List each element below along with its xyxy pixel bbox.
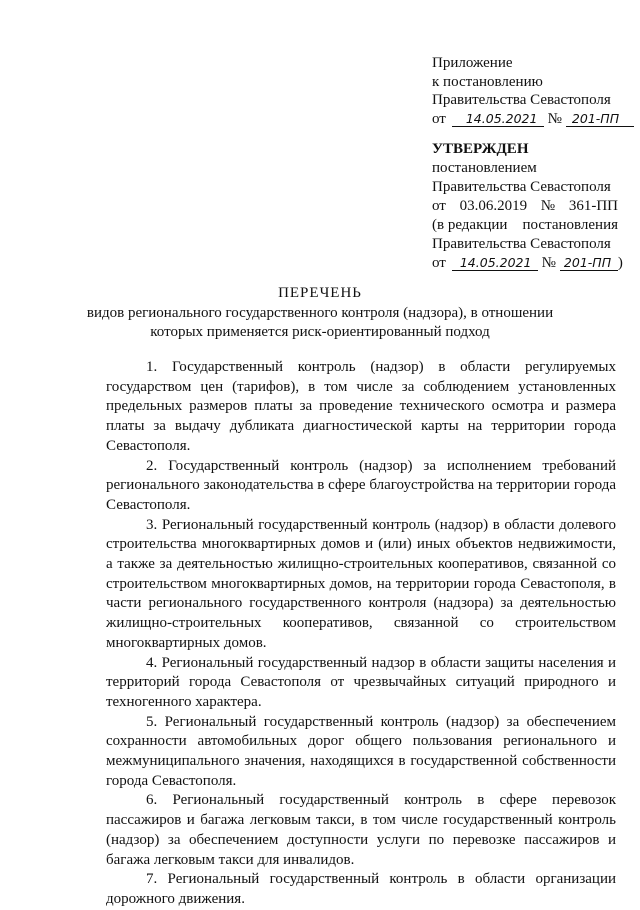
approved-number-handwritten: 201-ПП: [560, 255, 618, 271]
approved-original-ref: [432, 197, 618, 216]
approved-orig-num-sign: №: [540, 198, 556, 214]
approved-number-sign: №: [541, 255, 556, 271]
list-item: 1. Государственный контроль (надзор) в области регулируемых государством цен (тарифов), в том числе за соблюдением установленных предельных размеров платы за проведение технического осмотра и размера платы за выдачу дубликата диагностической карты на территории города Севастополя.: [106, 359, 616, 454]
list-item: 6. Региональный государственный контроль в сфере перевозок пассажиров и багажа легковым такси, в том числе государственный контроль (надзор) за обеспечением доступности услуги по перевозке пассажиров и багажа легковым такси для инвалидов.: [106, 792, 616, 868]
appendix-line-2: к постановлению: [432, 73, 543, 90]
approved-orig-number: 361-ПП: [568, 198, 618, 214]
appendix-block: [432, 54, 634, 128]
list-item: 2. Государственный контроль (надзор) за исполнением требований регионального законодательства в сфере благоустройства на территории города Севастополя.: [106, 457, 616, 513]
approved-edition-b: постановления: [522, 217, 618, 233]
approved-line-6: [432, 254, 623, 273]
approved-edition-a: (в редакции: [432, 217, 508, 233]
approved-line-1: постановлением: [432, 160, 537, 176]
approved-orig-date: 03.06.2019: [459, 198, 528, 214]
title-line-2: видов регионального государственного контроля (надзора), в отношении: [86, 304, 554, 321]
appendix-from-prefix: от: [432, 110, 446, 127]
approved-orig-from: от: [432, 198, 446, 214]
appendix-number-sign: №: [547, 110, 562, 127]
approved-date-handwritten: 14.05.2021: [452, 255, 538, 271]
list-item: 3. Региональный государственный контроль (надзор) в области долевого строительства многоквартирных домов и (или) иных объектов недвижимости, а также за деятельностью жилищно-строительных кооперативов, связанной со строительством многоквартирных домов, на территории города Севастополя, в части регионального государственного контроля (надзора) за деятельностью жилищно-строительных кооперативов, связанной со строительством многоквартирных домов.: [106, 516, 616, 651]
appendix-line-1: Приложение: [432, 55, 513, 71]
approved-close-paren: ): [617, 255, 623, 271]
title-line-3: которых применяется риск-ориентированный подход: [150, 324, 490, 340]
title-line-1: ПЕРЕЧЕНЬ: [278, 285, 362, 301]
approved-block: [432, 140, 623, 273]
appendix-line-3: Правительства Севастополя: [432, 92, 611, 108]
approved-heading: УТВЕРЖДЕН: [432, 141, 529, 157]
approved-line-5: Правительства Севастополя: [432, 236, 611, 252]
appendix-date-handwritten: 14.05.2021: [452, 111, 544, 127]
approved-from-prefix: от: [432, 255, 446, 271]
appendix-number-handwritten: 201-ПП: [566, 111, 634, 127]
approved-edition-line: [432, 216, 618, 235]
appendix-line-4: [432, 110, 634, 129]
list-item: 4. Региональный государственный надзор в области защиты населения и территорий города Севастополя от чрезвычайных ситуаций природного и техногенного характера.: [106, 654, 616, 710]
document-title: [0, 284, 640, 343]
items-list: [106, 358, 616, 910]
list-item: 5. Региональный государственный контроль (надзор) за обеспечением сохранности автомобильных дорог общего пользования регионального и межмуниципального значения, находящихся в государственной собственности города Севастополя.: [106, 713, 616, 789]
list-item: 7. Региональный государственный контроль в области организации дорожного движения.: [106, 871, 616, 907]
approved-line-2: Правительства Севастополя: [432, 179, 611, 195]
